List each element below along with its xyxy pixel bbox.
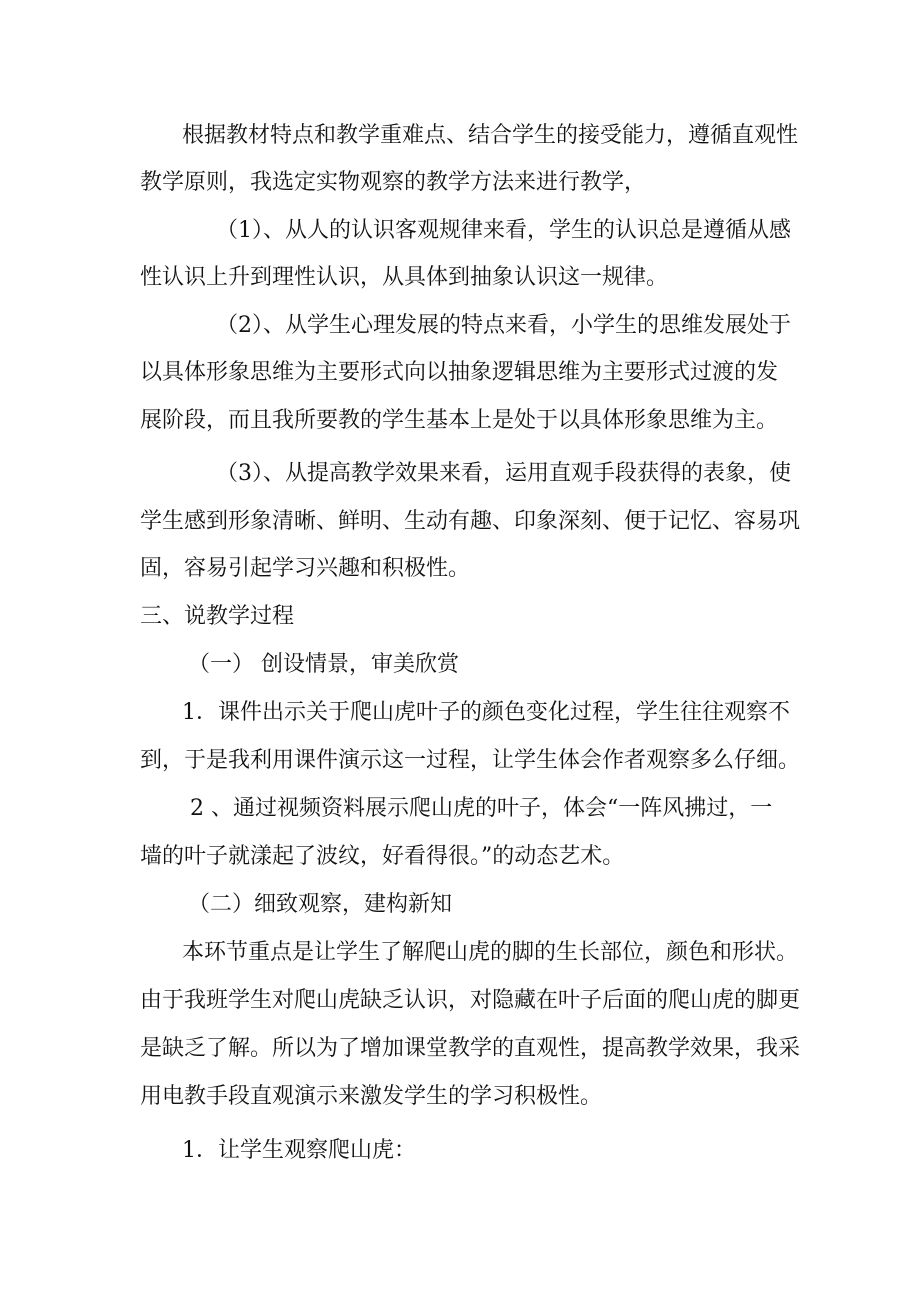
paragraph-line: （2）、从学生心理发展的特点来看，小学生的思维发展处于 [216, 313, 791, 338]
paragraph-line: 2 、通过视频资料展示爬山虎的叶子，体会“一阵风拂过，一 [190, 796, 773, 821]
paragraph-line: 由于我班学生对爬山虎缺乏认识，对隐藏在叶子后面的爬山虎的脚更 [140, 988, 801, 1013]
paragraph-line: （3）、从提高教学效果来看，运用直观手段获得的表象，使 [216, 461, 791, 486]
paragraph-line: 到，于是我利用课件演示这一过程，让学生体会作者观察多么仔细。 [140, 748, 801, 773]
paragraph-line: 墙的叶子就漾起了波纹，好看得很。”的动态艺术。 [140, 844, 625, 869]
paragraph-line: 教学原则，我选定实物观察的教学方法来进行教学， [140, 170, 647, 195]
paragraph-line: 用电教手段直观演示来激发学生的学习积极性。 [140, 1084, 603, 1109]
paragraph-line: 学生感到形象清晰、鲜明、生动有趣、印象深刻、便于记忆、容易巩 [140, 509, 801, 534]
paragraph-line: 根据教材特点和教学重难点、结合学生的接受能力，遵循直观性 [182, 123, 799, 148]
subsection-heading: （一） 创设情景，审美欣赏 [188, 652, 459, 677]
paragraph-line: 性认识上升到理性认识，从具体到抽象认识这一规律。 [140, 265, 669, 290]
paragraph-line: 1．让学生观察爬山虎： [182, 1138, 416, 1163]
paragraph-line: 固，容易引起学习兴趣和积极性。 [140, 556, 471, 581]
paragraph-line: 1．课件出示关于爬山虎叶子的颜色变化过程，学生往往观察不 [182, 700, 790, 725]
subsection-heading: （二）细致观察，建构新知 [188, 892, 453, 917]
paragraph-line: （1）、从人的认识客观规律来看，学生的认识总是遵循从感 [216, 218, 791, 243]
paragraph-line: 是缺乏了解。所以为了增加课堂教学的直观性，提高教学效果，我采 [140, 1036, 801, 1061]
paragraph-line: 以具体形象思维为主要形式向以抽象逻辑思维为主要形式过渡的发 [140, 360, 779, 385]
section-heading: 三、说教学过程 [140, 604, 295, 629]
paragraph-line: 本环节重点是让学生了解爬山虎的脚的生长部位，颜色和形状。 [182, 940, 799, 965]
paragraph-line: 展阶段，而且我所要教的学生基本上是处于以具体形象思维为主。 [140, 408, 779, 433]
